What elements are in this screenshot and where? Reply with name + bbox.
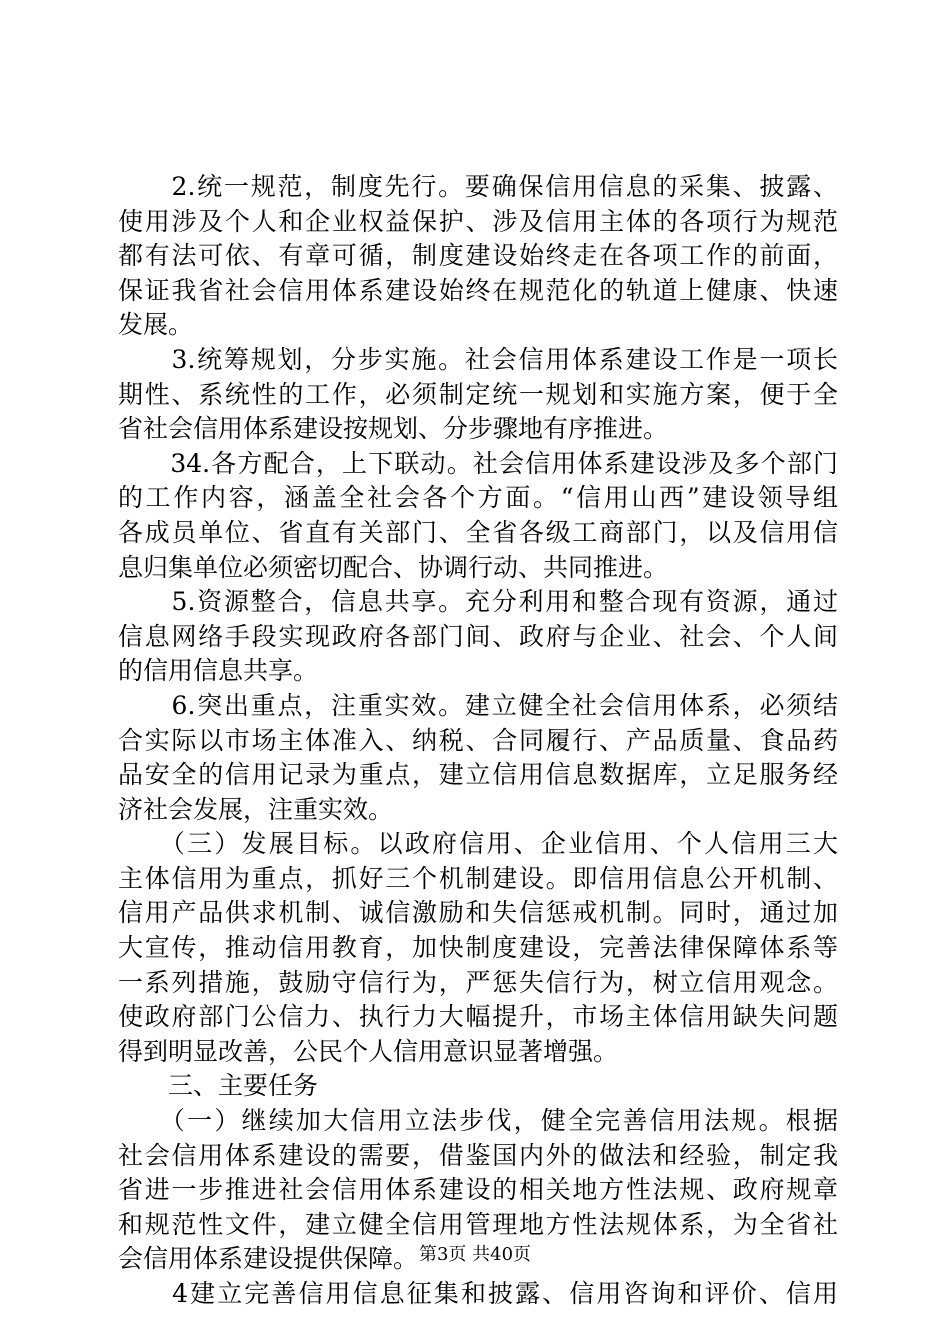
text-line: 的信用信息共享。 [118,656,319,686]
text-line: 5.资源整合，信息共享。充分利用和整合现有资源，通过 [118,587,838,617]
document-body [118,170,838,1312]
text-line: 都有法可依、有章可循，制度建设始终走在各项工作的前面， [118,241,838,271]
text-line: 会信用体系建设提供保障。 [118,1244,419,1274]
text-line: 合实际以市场主体准入、纳税、合同履行、产品质量、食品药 [118,725,838,755]
text-line: 省社会信用体系建设按规划、分步骤地有序推进。 [118,414,669,444]
text-line: 息归集单位必须密切配合、协调行动、共同推进。 [118,552,669,582]
text-line: 使政府部门公信力、执行力大幅提升，市场主体信用缺失问题 [118,1002,838,1032]
text-line: 得到明显改善，公民个人信用意识显著增强。 [118,1036,619,1066]
text-line: 大宣传，推动信用教育，加快制度建设，完善法律保障体系等 [118,933,838,963]
text-line: 的工作内容，涵盖全社会各个方面。“信用山西”建设领导组 [118,483,838,513]
text-line: （一）继续加大信用立法步伐，健全完善信用法规。根据 [118,1106,838,1136]
text-line: 2.统一规范，制度先行。要确保信用信息的采集、披露、 [118,172,838,201]
text-line: 省进一步推进社会信用体系建设的相关地方性法规、政府规章 [118,1175,838,1205]
text-line: 使用涉及个人和企业权益保护、涉及信用主体的各项行为规范 [118,206,838,236]
text-line: 4建立完善信用信息征集和披露、信用咨询和评价、信用 [118,1279,838,1308]
text-line: 主体信用为重点，抓好三个机制建设。即信用信息公开机制、 [118,863,838,893]
text-line: 一系列措施，鼓励守信行为，严惩失信行为，树立信用观念。 [118,967,838,997]
text-line: 期性、系统性的工作，必须制定统一规划和实施方案，便于全 [118,379,838,409]
text-line: 和规范性文件，建立健全信用管理地方性法规体系，为全省社 [118,1209,838,1239]
text-line: 三、主要任务 [118,1071,319,1101]
text-line: 保证我省社会信用体系建设始终在规范化的轨道上健康、快速 [118,275,838,305]
text-line: 济社会发展，注重实效。 [118,794,394,824]
text-line: 品安全的信用记录为重点，建立信用信息数据库，立足服务经 [118,760,838,790]
text-line: 6.突出重点，注重实效。建立健全社会信用体系，必须结 [118,690,838,720]
text-line: （三）发展目标。以政府信用、企业信用、个人信用三大 [118,829,838,859]
text-line: 信息网络手段实现政府各部门间、政府与企业、社会、个人间 [118,621,838,651]
page-footer: 第3页 共40页 [418,1244,532,1265]
text-line: 发展。 [118,310,194,340]
text-line: 信用产品供求机制、诚信激励和失信惩戒机制。同时，通过加 [118,898,838,928]
text-line: 34.各方配合，上下联动。社会信用体系建设涉及多个部门 [118,448,838,478]
text-line: 3.统筹规划，分步实施。社会信用体系建设工作是一项长 [118,344,838,374]
text-line: 各成员单位、省直有关部门、全省各级工商部门，以及信用信 [118,517,838,547]
text-line: 社会信用体系建设的需要，借鉴国内外的做法和经验，制定我 [118,1140,838,1170]
